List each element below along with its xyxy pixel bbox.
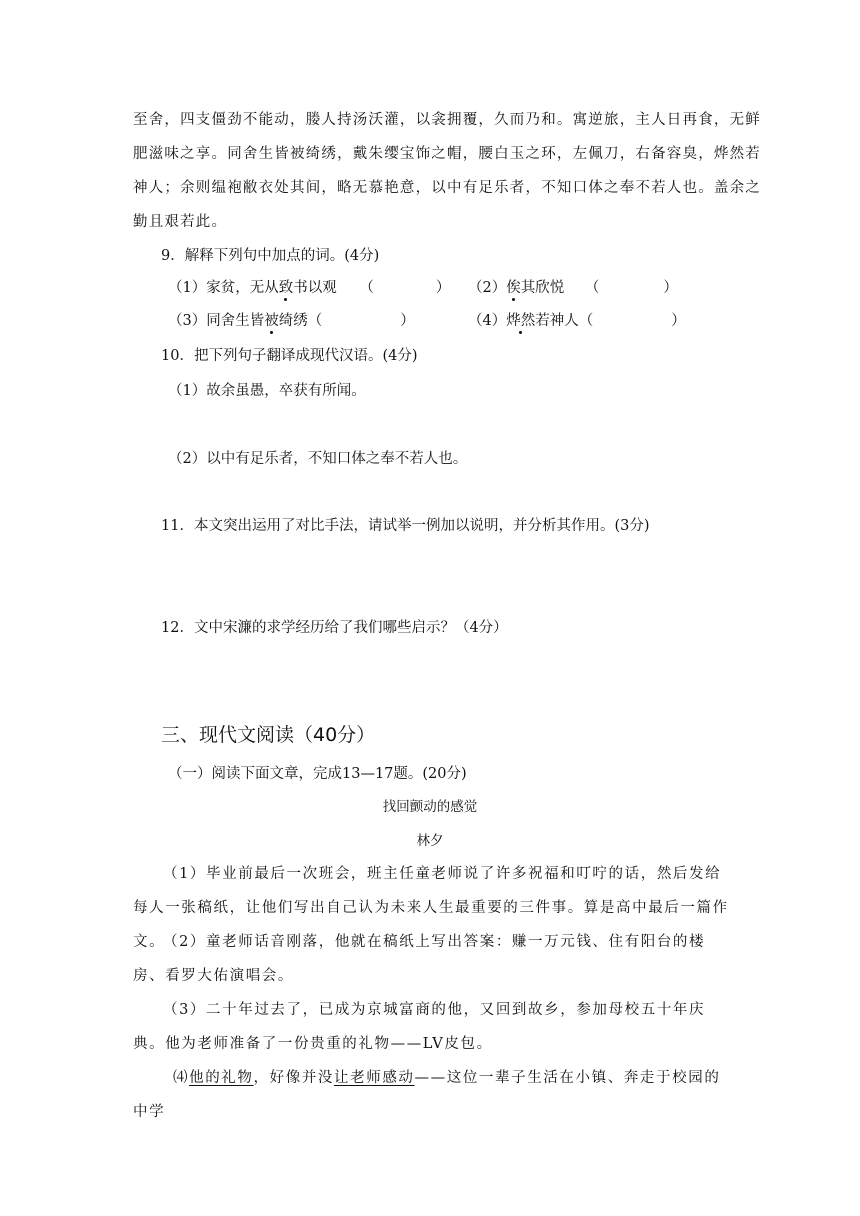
article-author: 林夕: [416, 833, 444, 849]
classical-text-line: 神人；余则缊袍敝衣处其间，略无慕艳意，以中有足乐者，不知口体之奉不若人也。盖余之: [133, 180, 761, 196]
article-paragraph-3: （3）二十年过去了，已成为京城富商的他，又回到故乡，参加母校五十年庆典。他为老师准备了一份贵重的礼物——LV皮包。: [133, 1002, 706, 1052]
dotted-word: 致: [278, 280, 294, 296]
section-heading: 三、现代文阅读（40分）: [161, 724, 376, 746]
question-11-stem: 11．本文突出运用了对比手法，请试举一例加以说明，并分析其作用。(3分): [161, 518, 650, 534]
question-9-item-4: （4）烨然若神人（ ）: [468, 313, 686, 329]
question-9-stem: 9．解释下列句中加点的词。(4分): [161, 248, 380, 264]
article-paragraph-4: ⑷他的礼物，好像并没让老师感动——这位一辈子生活在小镇、奔走于校园的中学: [133, 1070, 721, 1120]
question-9-item-3: （3）同舍生皆被绮绣（ ）: [168, 313, 415, 329]
question-10-stem: 10．把下列句子翻译成现代汉语。(4分): [161, 348, 418, 364]
question-9-item-1: （1）家贫，无从致书以观 （ ）: [168, 280, 451, 296]
classical-text-line: 至舍，四支僵劲不能动，媵人持汤沃灌，以衾拥覆，久而乃和。寓逆旅，主人日再食，无鲜: [133, 112, 761, 128]
article-paragraph-1: （1）毕业前最后一次班会，班主任童老师说了许多祝福和叮咛的话，然后发给每人一张稿纸，让他们写出自己认为未来人生最重要的三件事。算是高中最后一篇作文。: [133, 866, 729, 950]
question-10-item-1: （1）故余虽愚，卒获有所闻。: [168, 383, 366, 399]
question-9-item-2: （2）俟其欣悦 （ ）: [468, 280, 678, 296]
article-paragraph-2: （2）童老师话音刚落，他就在稿纸上写出答案：赚一万元钱、住有阳台的楼房、看罗大佑演唱会。: [133, 934, 706, 984]
question-10-item-2: （2）以中有足乐者，不知口体之奉不若人也。: [168, 451, 468, 467]
dotted-word: 被: [264, 313, 279, 329]
dotted-word: 烨然: [506, 313, 536, 329]
article-title: 找回颤动的感觉: [382, 799, 478, 815]
classical-text-line: 勤且艰若此。: [133, 214, 228, 230]
classical-text-line: 肥滋味之享。同舍生皆被绮绣，戴朱缨宝饰之帽，腰白玉之环，左佩刀，右备容臭，烨然若: [133, 146, 761, 162]
underlined-phrase: 他的礼物: [189, 1070, 254, 1086]
underlined-phrase: 让老师感动: [334, 1070, 415, 1086]
part-instruction: （一）阅读下面文章，完成13—17题。(20分): [168, 766, 467, 782]
question-12-stem: 12．文中宋濂的求学经历给了我们哪些启示？（4分）: [161, 620, 508, 636]
dotted-word: 俟: [506, 280, 521, 296]
